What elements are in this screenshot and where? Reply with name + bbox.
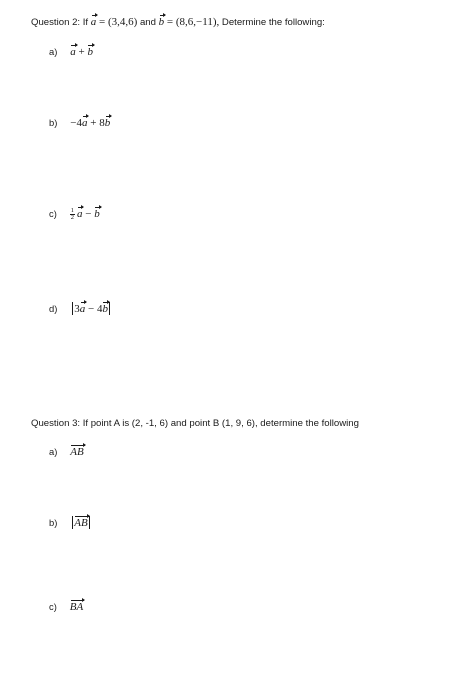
q3-part-b: [49, 513, 92, 531]
and-word: and: [139, 17, 156, 28]
vector-ab-magnitude: AB: [74, 517, 88, 529]
vector-a-value: (3,4,6): [107, 16, 138, 28]
vector-b-value: (8,6,−11),: [175, 16, 220, 28]
vector-b-symbol: b: [158, 16, 165, 28]
magnitude-bar-left-ab: [72, 516, 73, 529]
q2-part-d-expression: 3a − 4b: [70, 303, 112, 315]
vector-ab: AB: [70, 446, 84, 458]
q2-part-a: [49, 42, 93, 60]
q2-part-a-expression: a + b: [70, 46, 93, 58]
q3-part-a-label: a): [49, 446, 58, 457]
q2-part-b: [49, 113, 110, 131]
q2-part-c-expression: $\frac{1}{2}$ a − b: [70, 206, 100, 221]
question-3-heading: Question 3: If point A is (2, -1, 6) and point B (1, 9, 6), determine the following: [31, 418, 359, 429]
one-half-fraction: $\frac{1}{2}$: [70, 206, 74, 221]
question-2-prefix: Question 2: If: [31, 17, 89, 28]
q2-part-c-label: c): [49, 208, 57, 219]
q2-part-b-label: b): [49, 117, 58, 128]
q3-part-a: [49, 442, 84, 460]
q3-part-c-label: c): [49, 601, 57, 612]
vector-ba: BA: [69, 601, 84, 613]
q3-part-c: [49, 597, 83, 615]
equals-sign-2: =: [166, 16, 174, 28]
q2-part-d-label: d): [49, 303, 58, 314]
q2-part-d: [49, 299, 112, 317]
q2-part-a-label: a): [49, 46, 58, 57]
q2-part-b-expression: −4a + 8b: [70, 117, 111, 129]
question-2-suffix: Determine the following:: [221, 17, 325, 28]
vector-a-symbol: a: [90, 16, 97, 28]
magnitude-bar-left: [72, 302, 73, 315]
equals-sign: =: [98, 16, 106, 28]
question-2-heading: [31, 16, 325, 28]
q3-part-b-label: b): [49, 517, 58, 528]
q2-part-c: [49, 204, 100, 222]
